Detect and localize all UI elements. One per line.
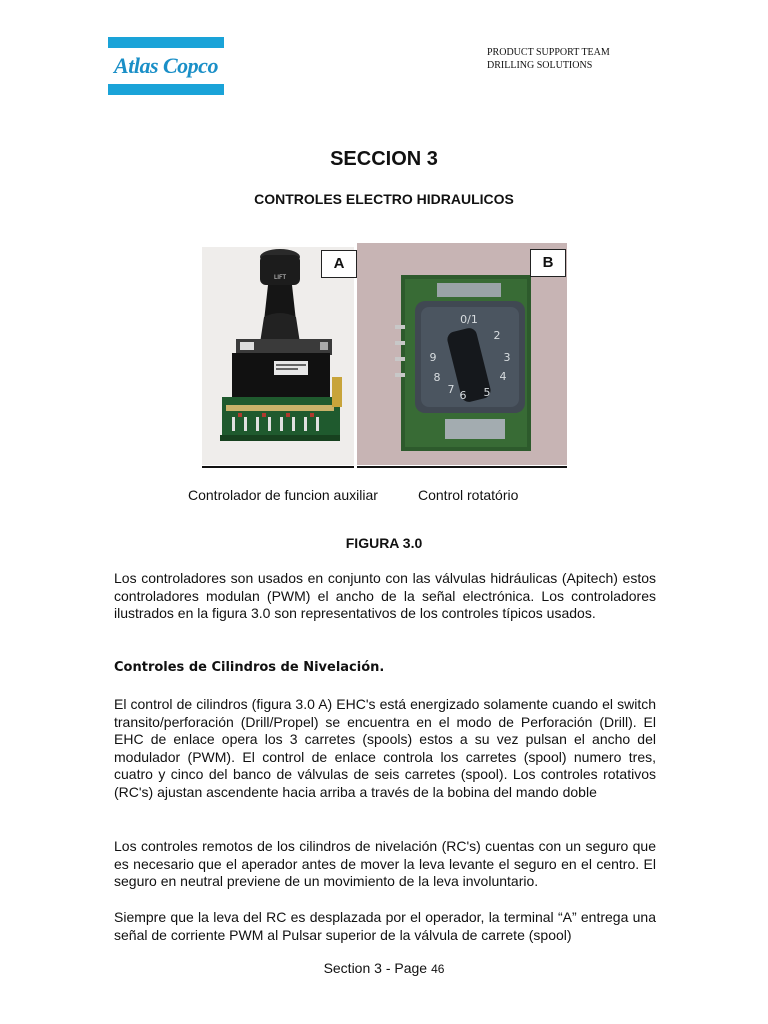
dial-number-3: 3 [503, 351, 511, 364]
joystick-controller-photo [202, 247, 354, 465]
footer-section-label: Section 3 - Page [323, 960, 428, 976]
paragraph-intro: Los controladores son usados en conjunto con las válvulas hidráulicas (Apitech) estos controladores modulan (PWM) el ancho de la señal electrónica. Los controladores ilustrados en la figura 3.0 son representativos de los controles típicos usados. [114, 570, 656, 621]
paragraph-cylinder-control: El control de cilindros (figura 3.0 A) EHC's está energizado solamente cuando el switch transito/perforación (Drill/Propel) se encuentra en el modo de Perforación (Drill). El EHC de enlace opera los 3 carretes (spools) estos a su vez pulsan el ancho del modulador (PWM). El control de enlace controla los carretes (spool) numero tres, cuatro y cinco del banco de válvulas de seis carretes (spool). Los controles rotativos (RC's) ajustan ascendente hacia arriba a través de la bobina del mando doble [114, 696, 656, 800]
logo-wordmark: Atlas Copco [114, 53, 218, 78]
knob-label: LIFT [273, 274, 287, 281]
page-footer [0, 960, 768, 976]
logo-band-bottom [108, 84, 224, 95]
paragraph-lever-signal: Siempre que la leva del RC es desplazada por el operador, la terminal “A” entrega una señal de corriente PWM al Pulsar superior de la válvula de carrete (spool) [114, 909, 656, 943]
footer-page-number: 46 [431, 962, 445, 976]
paragraph-remote-controls: Los controles remotos de los cilindros de nivelación (RC's) cuentas con un seguro que es necesario que el aperador antes de mover la leva levante el seguro en el centro. El seguro en neutral previene de un movimiento de la leva involuntario. [114, 838, 656, 889]
figure-title: FIGURA 3.0 [345, 535, 423, 551]
figure-label-a: A [321, 250, 357, 278]
dial-number-2: 2 [493, 329, 501, 342]
dial-number-6: 6 [459, 389, 467, 402]
dial-number-0: 0/1 [460, 313, 478, 326]
heading-leveling-cylinders: Controles de Cilindros de Nivelación. [114, 660, 385, 675]
photo-a-underline [202, 466, 354, 468]
dial-number-8: 8 [433, 371, 441, 384]
dial-number-9: 9 [429, 351, 437, 364]
caption-rotary-control: Control rotatório [418, 487, 519, 503]
team-line-1: PRODUCT SUPPORT TEAM [487, 47, 610, 58]
atlas-copco-logo [108, 37, 224, 95]
dial-number-5: 5 [483, 386, 491, 399]
logo-band-top [108, 37, 224, 48]
dial-number-4: 4 [499, 370, 507, 383]
section-title: SECCION 3 [330, 148, 438, 170]
team-block [487, 46, 610, 72]
caption-auxiliary-controller: Controlador de funcion auxiliar [188, 487, 378, 503]
dial-number-7: 7 [447, 383, 455, 396]
team-line-2: DRILLING SOLUTIONS [487, 60, 593, 71]
photo-b-underline [357, 466, 567, 468]
figure-label-b: B [530, 249, 566, 277]
section-subtitle: CONTROLES ELECTRO HIDRAULICOS [254, 191, 514, 207]
